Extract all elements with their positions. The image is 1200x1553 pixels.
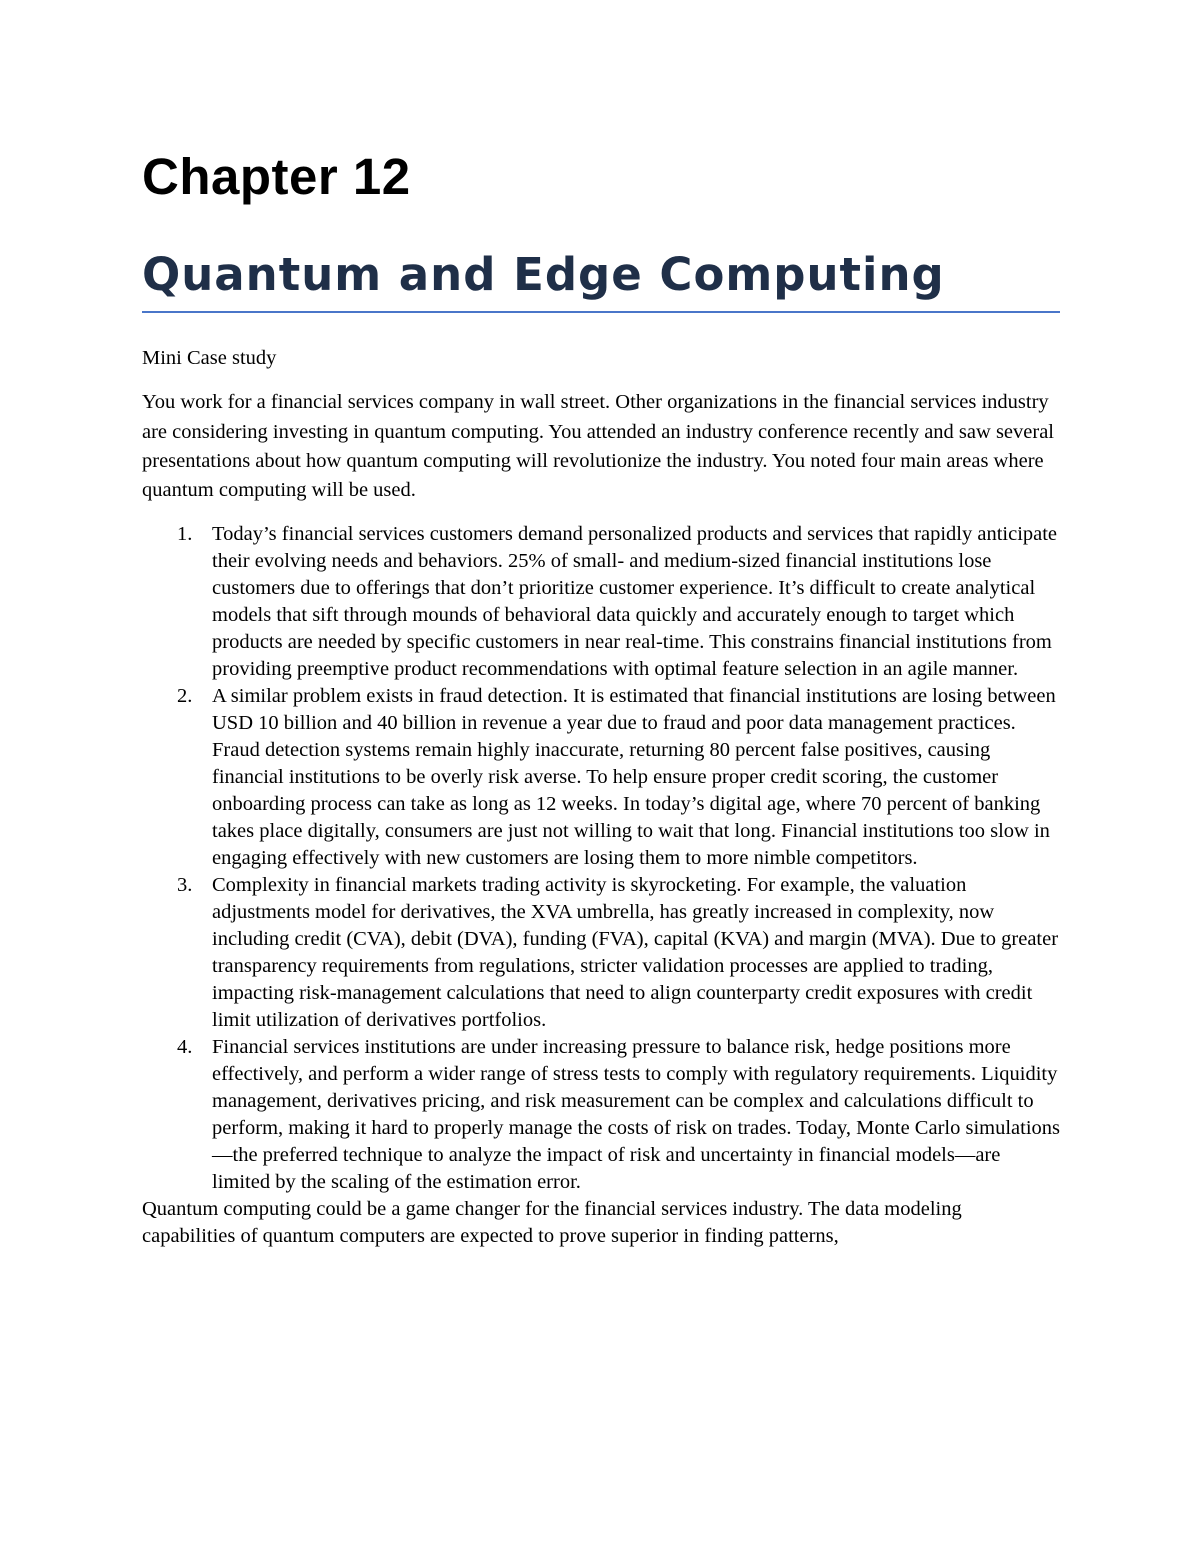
list-item-text: A similar problem exists in fraud detection. It is estimated that financial institutions are losing between USD 10 billion and 40 billion in revenue a year due to fraud and poor data management practices. Fraud detection systems remain highly inaccurate, returning 80 percent false positives, causing financial institutions to be overly risk averse. To help ensure proper credit scoring, the customer onboarding process can take as long as 12 weeks. In today’s digital age, where 70 percent of banking takes place digitally, consumers are just not willing to wait that long. Financial institutions too slow in engaging effectively with new customers are losing them to more nimble competitors. bbox=[212, 685, 1056, 870]
list-item-number: 4. bbox=[177, 1036, 193, 1059]
list-item-text: Complexity in financial markets trading activity is skyrocketing. For example, the valuation adjustments model for derivatives, the XVA umbrella, has greatly increased in complexity, now including credit (CVA), debit (DVA), funding (FVA), capital (KVA) and margin (MVA). Due to greater transparency requirements from regulations, stricter validation processes are applied to trading, impacting risk-management calculations that need to align counterparty credit exposures with credit limit utilization of derivatives portfolios. bbox=[212, 874, 1059, 1032]
intro-paragraph: You work for a financial services company in wall street. Other organizations in the financial services industry are considering investing in quantum computing. You attended an industry conference recently and saw several presentations about how quantum computing will revolutionize the industry. You noted four main areas where quantum computing will be used. bbox=[142, 391, 1054, 502]
list-item-number: 2. bbox=[177, 685, 193, 708]
list-item bbox=[142, 521, 1060, 683]
list-item-text: Financial services institutions are under increasing pressure to balance risk, hedge positions more effectively, and perform a wider range of stress tests to comply with regulatory requirements. Liquidity management, derivatives pricing, and risk measurement can be complex and calculations difficult to perform, making it hard to properly manage the costs of risk on trades. Today, Monte Carlo simulations—the preferred technique to analyze the impact of risk and uncertainty in financial models—are limited by the scaling of the estimation error. bbox=[212, 1036, 1060, 1194]
document-title: Quantum and Edge Computing bbox=[142, 247, 1060, 313]
list-item bbox=[142, 872, 1060, 1034]
numbered-list bbox=[142, 521, 1060, 1196]
list-item bbox=[142, 683, 1060, 872]
list-item-number: 1. bbox=[177, 523, 193, 546]
list-item bbox=[142, 1034, 1060, 1196]
list-item-text: Today’s financial services customers demand personalized products and services that rapidly anticipate their evolving needs and behaviors. 25% of small- and medium-sized financial institutions lose customers due to offerings that don’t prioritize customer experience. It’s difficult to create analytical models that sift through mounds of behavioral data quickly and accurately enough to target which products are needed by specific customers in near real-time. This constrains financial institutions from providing preemptive product recommendations with optimal feature selection in an agile manner. bbox=[212, 523, 1058, 681]
page-content bbox=[142, 144, 1060, 1250]
conclusion-paragraph: Quantum computing could be a game changer for the financial services industry. The data modeling capabilities of quantum computers are expected to prove superior in finding patterns, bbox=[142, 1198, 962, 1248]
case-study-subheading: Mini Case study bbox=[142, 347, 277, 369]
chapter-heading: Chapter 12 bbox=[142, 148, 411, 205]
list-item-number: 3. bbox=[177, 874, 193, 897]
